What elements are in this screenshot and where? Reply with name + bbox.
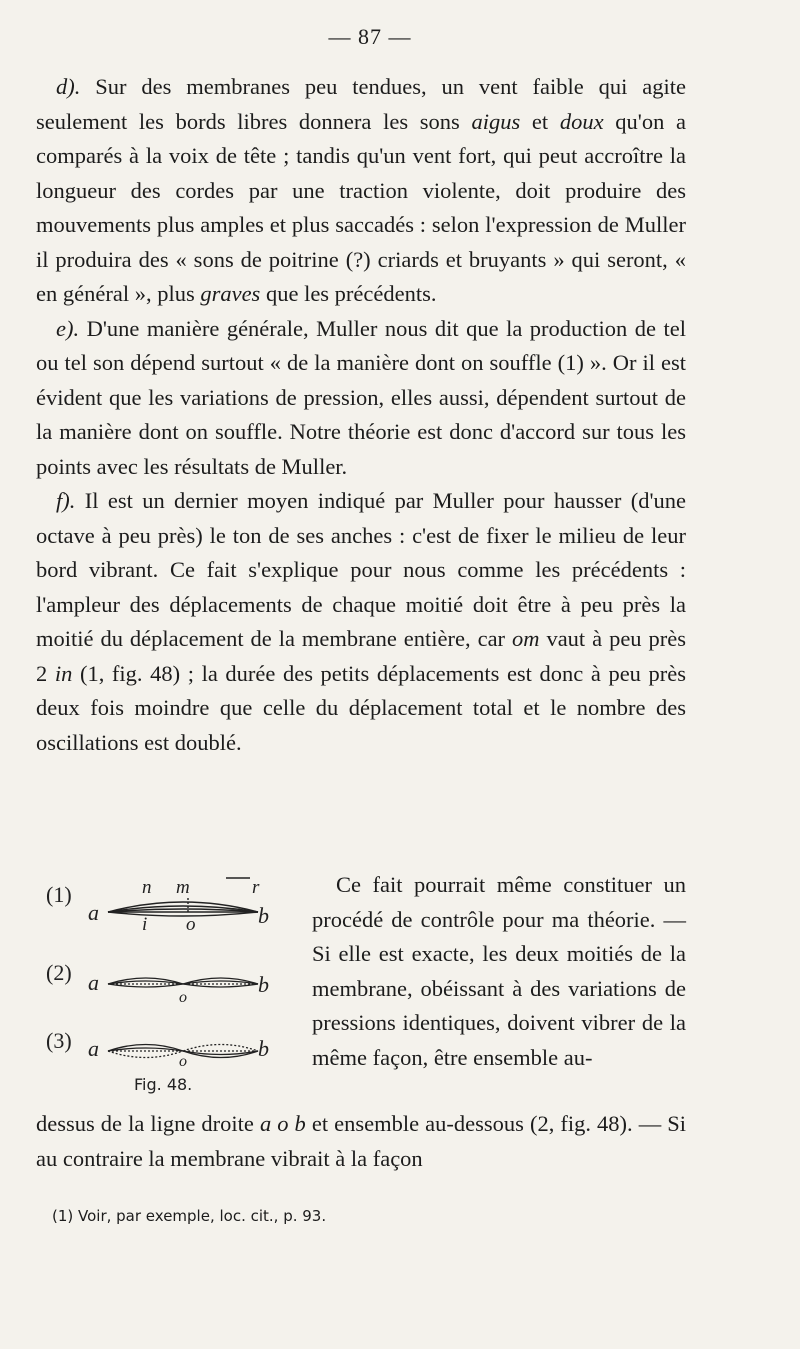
figure-row (36, 868, 686, 1108)
point-label: o (186, 914, 196, 935)
diagram-number: (2) (46, 960, 72, 985)
paragraph-label: d). (56, 74, 81, 99)
text-run: vaut à peu près 2 (36, 626, 686, 686)
point-label: a (88, 970, 99, 995)
diagram-number: (1) (46, 882, 72, 907)
text-run: dessus de la ligne droite (36, 1111, 260, 1136)
paragraph-continuation (36, 1107, 686, 1176)
point-label: b (258, 903, 269, 928)
point-label: i (142, 914, 148, 935)
paragraph-d (36, 70, 686, 312)
paragraph-label: f). (56, 488, 76, 513)
italic-term: a o b (259, 1111, 306, 1136)
main-text (36, 70, 686, 760)
italic-term: doux (559, 108, 604, 134)
point-label: o (179, 989, 187, 1006)
page-number: — 87 — (328, 24, 412, 49)
italic-term: graves (200, 281, 261, 306)
point-label: n (142, 877, 152, 898)
text-run: D'une manière générale, Muller nous dit que la production de tel ou tel son dépend surtout « de la manière dont on souffle (1) ». Or il est évident que les variations de pression, elles aussi, dépendent surtout de la manière dont on souffle. Notre théorie est donc d'accord sur tous les points avec les résultats de Muller. (36, 315, 686, 479)
point-label: m (176, 877, 190, 898)
text-run: qu'on a comparés à la voix de tête ; tandis qu'un vent fort, qui peut accroître la longueur des cordes par une traction violente, doit produire des mouvements plus amples et plus saccadés : selon l'expression de Muller il produira des « sons de poitrine (?) criards et bruyants » qui seront, « en général », plus (36, 108, 687, 306)
text-run: Il est un dernier moyen indiqué par Muller pour hausser (d'une octave à peu près) le ton de ses anches : c'est de fixer le milieu de leur bord vibrant. Ce fait s'explique pour nous comme les précédents : l'ampleur des déplacements de chaque moitié doit être à peu près la moitié du déplacement de la membrane entière, car (36, 488, 686, 651)
paragraph-label: e). (56, 315, 80, 341)
figure-48-diagram (36, 868, 298, 1108)
text-run: et ensemble au-dessous (2, fig. 48). — Si au contraire la membrane vibrait à la façon (36, 1111, 687, 1171)
text-run: (1, fig. 48) ; la durée des petits déplacements est donc à peu près deux fois moindre que celle du déplacement total et le nombre des oscillations est doublé. (36, 660, 687, 755)
italic-term: aigus (471, 108, 521, 134)
point-label: a (88, 1036, 99, 1061)
italic-term: in (54, 660, 73, 686)
point-label: b (258, 1036, 269, 1061)
footnote: (1) Voir, par exemple, loc. cit., p. 93. (52, 1207, 327, 1225)
figure-caption: Fig. 48. (134, 1075, 193, 1094)
point-label: o (179, 1053, 187, 1070)
figure-side-paragraph: Ce fait pourrait même constituer un procédé de contrôle pour ma théorie. — Si elle est exacte, les deux moitiés de la membrane, obéissant à des variations de pressions identiques, doivent vibrer de la même façon, être ensemble au- (312, 872, 686, 1070)
italic-term: om (512, 626, 540, 651)
text-run: Sur des membranes peu tendues, un vent faible qui agite seulement les bords libres donnera les sons (36, 74, 686, 134)
paragraph-e (36, 312, 686, 485)
point-label: a (88, 900, 99, 925)
point-label: b (258, 972, 269, 997)
membrane-curves (108, 978, 258, 987)
text-run: et (520, 108, 560, 134)
text-run: que les précédents. (260, 281, 437, 306)
diagram-number: (3) (46, 1028, 72, 1053)
point-label: r (252, 877, 260, 898)
paragraph-f (36, 484, 686, 760)
